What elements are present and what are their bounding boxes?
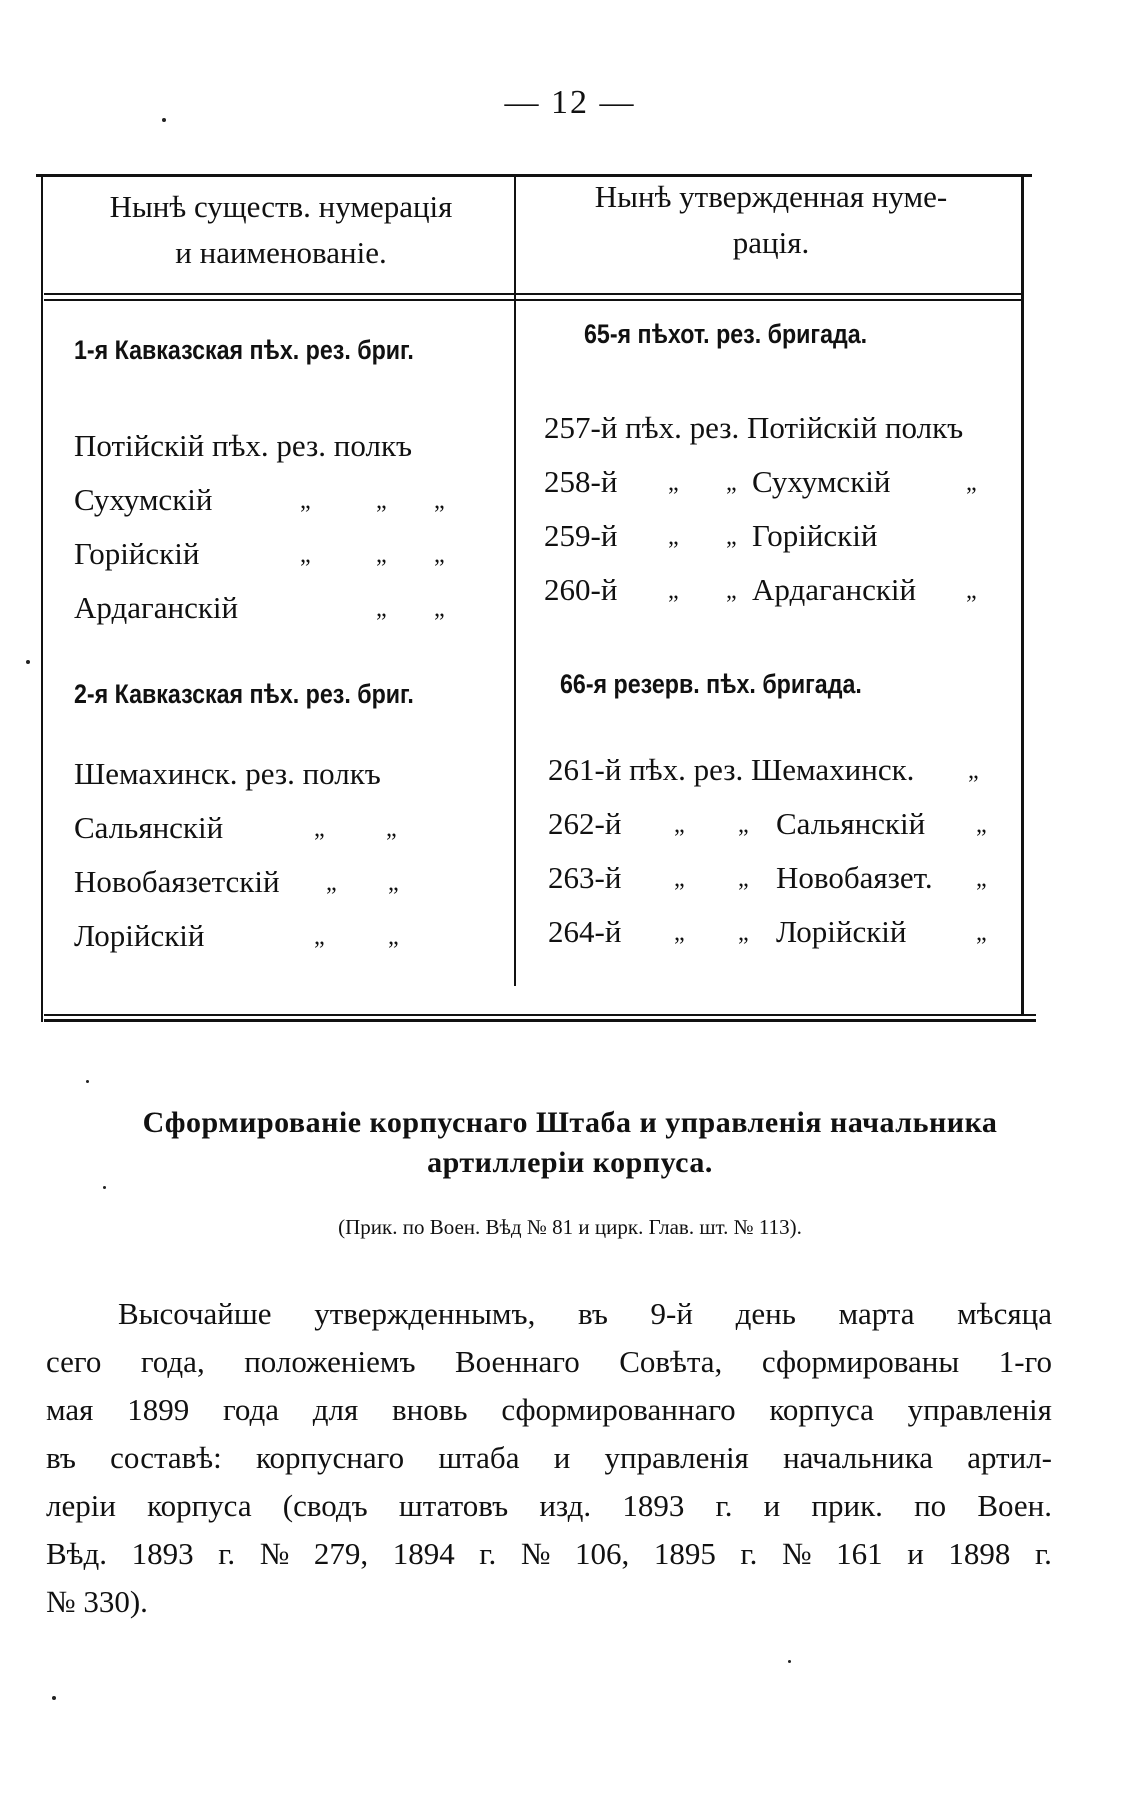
paragraph-word: начальника [783, 1440, 933, 1475]
paragraph-word: 1-го [998, 1344, 1052, 1379]
paragraph-word: корпуснаго [255, 1440, 405, 1475]
paragraph-word: мая [46, 1392, 94, 1427]
group2-right-name-1: Сальянскій [776, 806, 926, 841]
ditto-mark: „ [674, 866, 685, 892]
paragraph-line [46, 1482, 1052, 1530]
group1-left-row-2: Сухумскій [74, 482, 213, 517]
group2-left-row-1: Шемахинск. рез. полкъ [74, 756, 381, 791]
ditto-mark: „ [434, 596, 445, 622]
scan-speck [162, 118, 166, 122]
ditto-mark: „ [726, 524, 737, 550]
paragraph-word: по [914, 1488, 947, 1523]
ditto-mark: „ [376, 488, 387, 514]
ditto-mark: „ [434, 488, 445, 514]
ditto-mark: „ [326, 870, 337, 896]
ditto-mark: „ [966, 470, 977, 496]
ditto-mark: „ [376, 542, 387, 568]
paragraph-word: сего [46, 1344, 102, 1379]
scan-speck [788, 1660, 791, 1663]
ditto-mark: „ [738, 920, 749, 946]
ditto-mark: „ [674, 920, 685, 946]
ditto-mark: „ [726, 578, 737, 604]
group2-left-row-4: Лорійскій [74, 918, 205, 953]
table-header-rule [44, 293, 1022, 295]
paragraph-word: 1893 [622, 1488, 685, 1523]
table-bottom-rule-double [44, 1019, 1036, 1022]
paragraph-line [46, 1530, 1052, 1578]
group1-left-title: 1-я Кавказская пѣх. рез. бриг. [74, 335, 414, 365]
section-title-line-2: артиллеріи корпуса. [427, 1146, 713, 1179]
ditto-mark: „ [968, 758, 979, 784]
paragraph-word: корпуса [769, 1392, 874, 1427]
paragraph-word: г. [715, 1488, 733, 1523]
paragraph-word: въ [577, 1296, 608, 1331]
ditto-mark: „ [976, 812, 987, 838]
paragraph-word: управленія [907, 1392, 1052, 1427]
ditto-mark: „ [388, 870, 399, 896]
paragraph-line [46, 1290, 1052, 1338]
group1-left-row-1: Потійскій пѣх. рез. полкъ [74, 428, 413, 463]
paragraph-word: изд. [539, 1488, 592, 1523]
column-header-approved [526, 174, 1016, 266]
paragraph-word: 106, [575, 1536, 630, 1571]
ditto-mark: „ [314, 924, 325, 950]
ditto-mark: „ [726, 470, 737, 496]
paragraph-word: № [259, 1536, 290, 1571]
group2-right-row-4: 264-й [548, 914, 622, 949]
paragraph-word: года, [140, 1344, 205, 1379]
group1-left-row-4: Ардаганскій [74, 590, 239, 625]
group1-right-name-1: Сухумскій [752, 464, 891, 499]
paragraph-word: сформированы [761, 1344, 960, 1379]
paragraph-word: г. [218, 1536, 236, 1571]
ditto-mark: „ [738, 866, 749, 892]
paragraph-word: г. [1034, 1536, 1052, 1571]
table-header-rule-double [44, 299, 1022, 301]
group2-right-row-1: 261-й пѣх. рез. Шемахинск. [548, 752, 915, 787]
ditto-mark: „ [976, 920, 987, 946]
paragraph-line [46, 1338, 1052, 1386]
ditto-mark: „ [376, 596, 387, 622]
paragraph-word: и [553, 1440, 571, 1475]
column-header-approved-line-2: рація. [732, 225, 810, 260]
paragraph-word: положеніемъ [244, 1344, 416, 1379]
ditto-mark: „ [738, 812, 749, 838]
ditto-mark: „ [668, 470, 679, 496]
ditto-mark: „ [976, 866, 987, 892]
group2-right-name-3: Лорійскій [776, 914, 907, 949]
paragraph-word: корпуса [147, 1488, 252, 1523]
paragraph-word: мѣсяца [957, 1296, 1052, 1331]
column-header-current [56, 184, 506, 276]
ditto-mark: „ [388, 924, 399, 950]
order-reference: (Прик. по Воен. Вѣд № 81 и цирк. Глав. шт. № 113). [338, 1215, 802, 1239]
table-right-rule [1021, 174, 1024, 1016]
ditto-mark: „ [674, 812, 685, 838]
table-bottom-rule [44, 1014, 1036, 1016]
paragraph-word: № [520, 1536, 551, 1571]
paragraph-word: Военнаго [455, 1344, 580, 1379]
body-paragraph [46, 1290, 1052, 1626]
regiment-renumbering-table [36, 174, 1032, 1021]
ditto-mark: „ [300, 488, 311, 514]
paragraph-word: 1895 [653, 1536, 716, 1571]
page-number: — 12 — [504, 84, 636, 121]
paragraph-word: штатовъ [398, 1488, 509, 1523]
paragraph-word: г. [479, 1536, 497, 1571]
group2-right-title: 66-я резерв. пѣх. бригада. [560, 669, 862, 699]
paragraph-line [46, 1434, 1052, 1482]
paragraph-word: 279, [313, 1536, 369, 1571]
group1-left-row-3: Горійскій [74, 536, 200, 571]
paragraph-line [46, 1578, 1052, 1626]
paragraph-line [46, 1386, 1052, 1434]
paragraph-word: и [907, 1536, 924, 1571]
paragraph-word: (сводъ [282, 1488, 368, 1523]
scan-speck [26, 660, 30, 664]
ditto-mark: „ [966, 578, 977, 604]
group1-right-row-2: 258-й [544, 464, 618, 499]
group2-right-name-2: Новобаязет. [776, 860, 933, 895]
paragraph-word: леріи [46, 1488, 116, 1523]
paragraph-word: года [222, 1392, 280, 1427]
group2-right-row-2: 262-й [548, 806, 622, 841]
paragraph-word: вновь [392, 1392, 468, 1427]
paragraph-word: № 330). [46, 1584, 148, 1619]
table-column-divider [514, 174, 516, 986]
paragraph-word: сформированнаго [501, 1392, 736, 1427]
ditto-mark: „ [434, 542, 445, 568]
column-header-current-line-2: и наименованіе. [175, 235, 387, 270]
group1-right-row-4: 260-й [544, 572, 618, 607]
group1-right-row-3: 259-й [544, 518, 618, 553]
paragraph-word: 1893 [131, 1536, 194, 1571]
paragraph-word: управленія [604, 1440, 749, 1475]
group1-right-title: 65-я пѣхот. рез. бригада. [584, 319, 868, 349]
group1-right-name-3: Ардаганскій [752, 572, 917, 607]
scan-speck [52, 1696, 56, 1700]
paragraph-word: въ [46, 1440, 76, 1475]
section-title-line-1: Сформированіе корпуснаго Штаба и управленія начальника [142, 1106, 998, 1139]
ditto-mark: „ [300, 542, 311, 568]
column-header-approved-line-1: Нынѣ утвержденная нуме- [594, 179, 948, 214]
ditto-mark: „ [386, 816, 397, 842]
paragraph-word: Воен. [977, 1488, 1052, 1523]
group2-left-row-2: Сальянскій [74, 810, 224, 845]
paragraph-word: для [312, 1392, 359, 1427]
paragraph-word: день [735, 1296, 796, 1331]
paragraph-word: Вѣд. [46, 1536, 108, 1571]
paragraph-word: 1894 [392, 1536, 455, 1571]
column-header-current-line-1: Нынѣ существ. нумерація [109, 189, 453, 224]
paragraph-word: и [763, 1488, 781, 1523]
paragraph-word: № [781, 1536, 812, 1571]
group2-left-row-3: Новобаязетскій [74, 864, 280, 899]
group1-right-name-2: Горійскій [752, 518, 878, 553]
scan-speck [86, 1080, 89, 1083]
paragraph-word: 9-й [650, 1296, 693, 1331]
ditto-mark: „ [668, 524, 679, 550]
table-left-rule [41, 174, 43, 1022]
ditto-mark: „ [668, 578, 679, 604]
scan-speck [103, 1186, 106, 1189]
group1-right-row-1: 257-й пѣх. рез. Потійскій полкъ [544, 410, 964, 445]
paragraph-word: Высочайше [118, 1296, 272, 1331]
group2-right-row-3: 263-й [548, 860, 622, 895]
paragraph-word: прик. [811, 1488, 883, 1523]
group2-left-title: 2-я Кавказская пѣх. рез. бриг. [74, 679, 414, 709]
paragraph-word: 1899 [127, 1392, 190, 1427]
paragraph-word: утвержденнымъ, [314, 1296, 536, 1331]
ditto-mark: „ [314, 816, 325, 842]
paragraph-word: марта [838, 1296, 915, 1331]
paragraph-word: штаба [438, 1440, 520, 1475]
paragraph-word: составѣ: [110, 1440, 222, 1475]
paragraph-word: г. [740, 1536, 758, 1571]
paragraph-word: артил- [967, 1440, 1052, 1475]
paragraph-word: 1898 [948, 1536, 1011, 1571]
paragraph-word: 161 [836, 1536, 883, 1571]
paragraph-word: Совѣта, [619, 1344, 723, 1379]
